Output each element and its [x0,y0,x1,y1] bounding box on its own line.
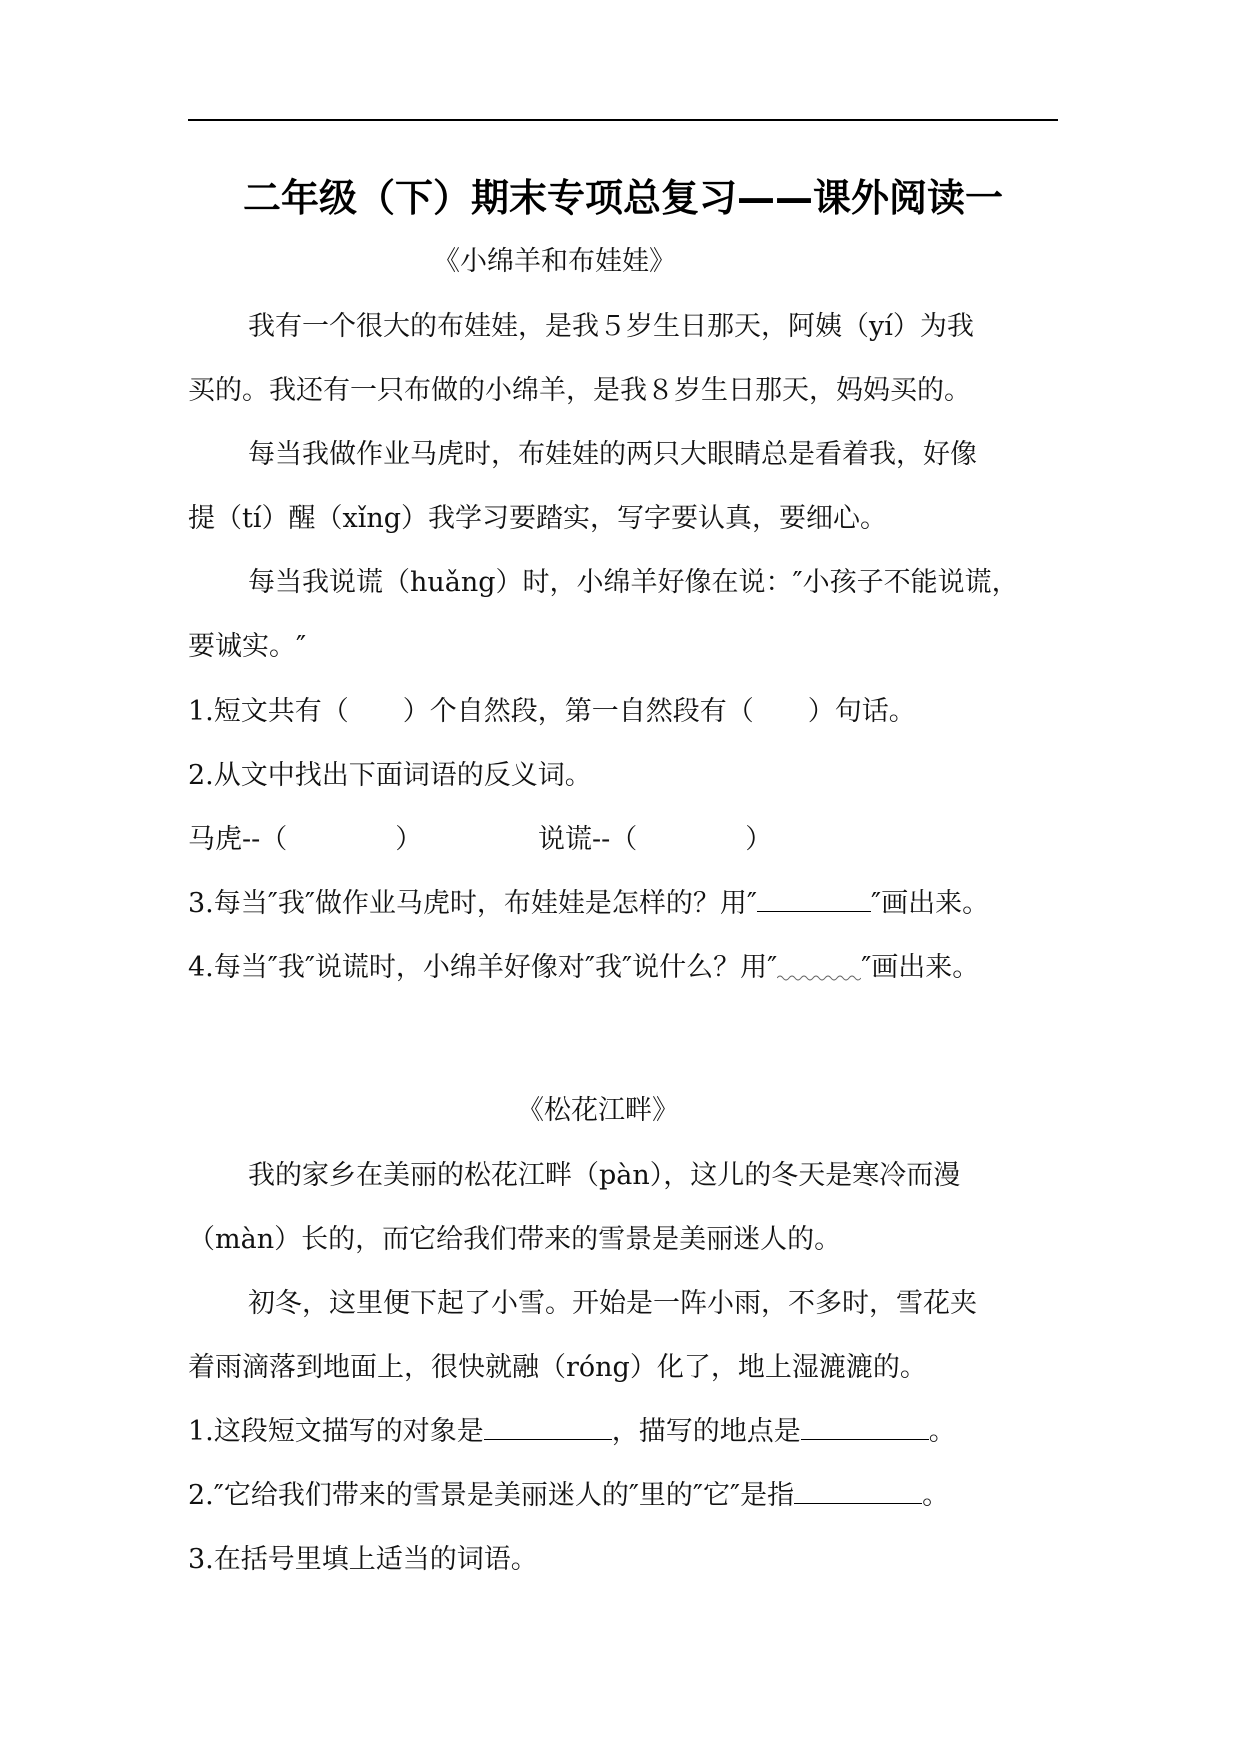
straight-underline-sample [757,887,871,912]
antonym-a-close: ） [395,824,423,855]
answer-blank-place[interactable] [801,1415,929,1440]
passage2-question3: 3.在括号里填上适当的词语。 [188,1544,538,1575]
question4-part-b: ″画出来。 [861,952,980,983]
wavy-underline-sample [777,952,861,976]
passage1-title: 《小绵羊和布娃娃》 [433,246,676,277]
antonym-a-label: 马虎--（ [188,824,288,855]
passage1-para1-line2: 买的。我还有一只布做的小绵羊，是我８岁生日那天，妈妈买的。 [188,375,971,406]
passage1-para1-line1: 我有一个很大的布娃娃，是我５岁生日那天，阿姨（yí）为我 [248,311,974,342]
passage1-para3-line1: 每当我说谎（huǎng）时，小绵羊好像在说：″小孩子不能说谎， [248,567,1019,598]
passage2-question1 [188,1414,956,1450]
p2-question1-part-b: ，描写的地点是 [611,1416,801,1447]
passage2-para1-line2: （màn）长的，而它给我们带来的雪景是美丽迷人的。 [188,1224,842,1255]
passage2-para1-line1: 我的家乡在美丽的松花江畔（pàn），这儿的冬天是寒冷而漫 [248,1160,961,1191]
p2-question2-part-b: 。 [922,1480,950,1511]
question3-part-a: 3.每当″我″做作业马虎时，布娃娃是怎样的？用″ [188,888,758,919]
answer-blank-it[interactable] [794,1479,922,1504]
passage1-question2-item-a [188,822,422,858]
passage2-title: 《松花江畔》 [517,1095,679,1126]
passage2-question2 [188,1478,949,1514]
passage2-para2-line2: 着雨滴落到地面上，很快就融（róng）化了，地上湿漉漉的。 [188,1352,927,1383]
antonym-b-close: ） [745,824,773,855]
p2-question1-part-c: 。 [928,1416,956,1447]
p2-question2-part-a: 2.″它给我们带来的雪景是美丽迷人的″里的″它″是指 [188,1480,795,1511]
antonym-b-label: 说谎--（ [538,824,638,855]
passage1-question1 [188,694,916,730]
passage2-para2-line1: 初冬，这里便下起了小雪。开始是一阵小雨，不多时，雪花夹 [248,1288,977,1319]
passage1-para3-line2: 要诚实。″ [188,631,307,662]
question4-part-a: 4.每当″我″说谎时，小绵羊好像对″我″说什么？用″ [188,952,778,983]
passage1-question4 [188,950,979,986]
passage1-para2-line2: 提（tí）醒（xǐng）我学习要踏实，写字要认真，要细心。 [188,503,888,534]
question1-part-c: ）句话。 [807,696,916,727]
page-title: 二年级（下）期末专项总复习——课外阅读一 [242,176,1003,220]
passage1-question2-item-b [538,822,772,858]
p2-question1-part-a: 1.这段短文描写的对象是 [188,1416,484,1447]
answer-blank-object[interactable] [484,1415,612,1440]
passage1-question2: 2.从文中找出下面词语的反义词。 [188,760,592,791]
question1-part-a: 1.短文共有（ [188,696,349,727]
passage1-para2-line1: 每当我做作业马虎时，布娃娃的两只大眼睛总是看着我，好像 [248,439,977,470]
question1-part-b: ）个自然段，第一自然段有（ [402,696,754,727]
header-rule [188,119,1058,121]
passage1-question3 [188,886,989,922]
question3-part-b: ″画出来。 [871,888,990,919]
